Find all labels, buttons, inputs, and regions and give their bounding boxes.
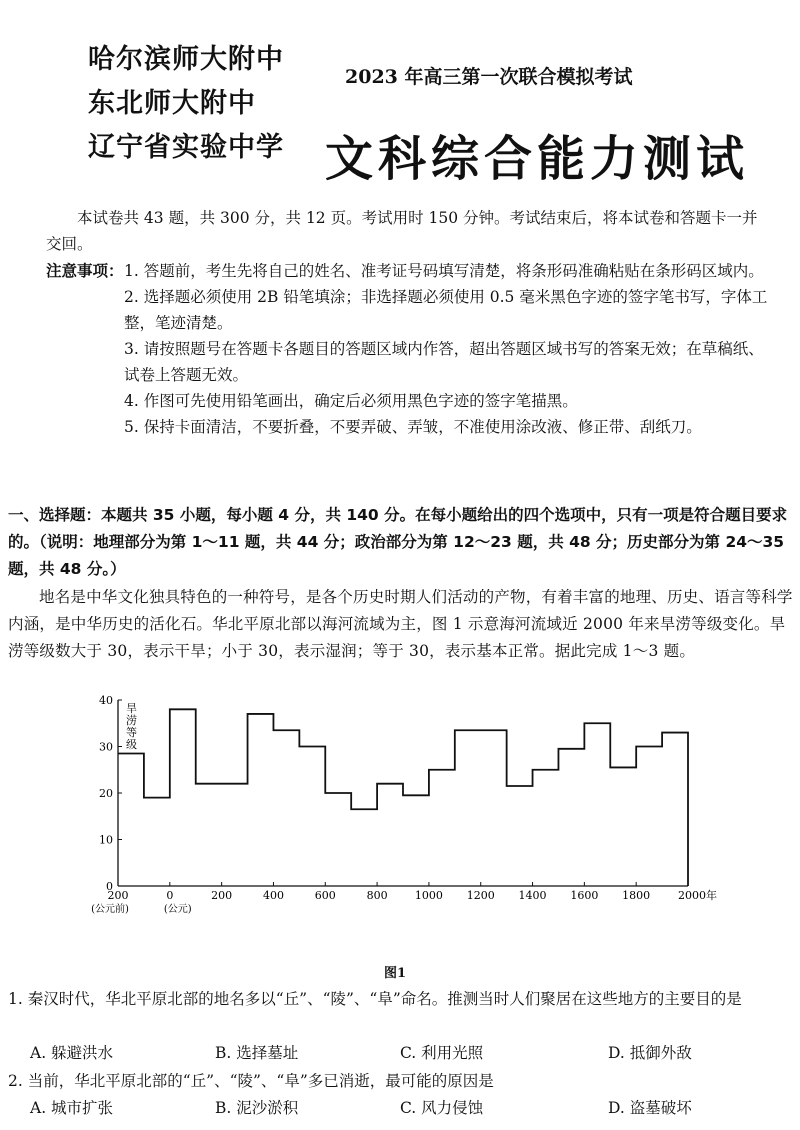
x-tick-note: (公元前)	[91, 904, 129, 915]
option-d[interactable]: D. 抵御外敌	[608, 1044, 692, 1062]
x-tick-label: 200	[211, 889, 233, 902]
notice-label: 注意事项：	[46, 262, 124, 280]
school-list	[88, 38, 284, 170]
x-tick-label: 1000	[414, 889, 443, 902]
x-tick-label: 1600	[570, 889, 599, 902]
notice-item: 1. 答题前，考生先将自己的姓名、准考证号码填写清楚，将条形码准确粘贴在条形码区域内。	[124, 262, 764, 280]
question-stem: 2. 当前，华北平原北部的“丘”、“陵”、“阜”多已消逝，最可能的原因是	[8, 1072, 494, 1090]
y-tick-label: 20	[99, 787, 113, 800]
notice-item: 4. 作图可先使用铅笔画出，确定后必须用黑色字迹的签字笔描黑。	[124, 392, 578, 410]
option-b[interactable]: B. 选择墓址	[215, 1044, 299, 1062]
notice-item: 5. 保持卡面清洁，不要折叠，不要弄破、弄皱，不准使用涂改液、修正带、刮纸刀。	[124, 418, 702, 436]
y-tick-label: 30	[99, 740, 113, 754]
question-1	[8, 986, 796, 1013]
x-tick-label: 400	[262, 889, 284, 902]
x-tick-label: 1800	[622, 889, 651, 902]
y-axis-label: 旱涝等级	[126, 702, 137, 751]
x-tick-label: 2000年	[678, 889, 717, 902]
option-a[interactable]: A. 城市扩张	[30, 1099, 114, 1117]
option-c[interactable]: C. 利用光照	[400, 1044, 484, 1062]
exam-name: 2023 年高三第一次联合模拟考试	[345, 66, 633, 88]
option-d[interactable]: D. 盗墓破坏	[608, 1099, 692, 1117]
x-tick-label: 800	[366, 889, 388, 902]
question-2	[8, 1068, 796, 1095]
option-c[interactable]: C. 风力侵蚀	[400, 1099, 484, 1117]
x-tick-label: 200	[107, 889, 129, 902]
intro-text: 本试卷共 43 题，共 300 分，共 12 页。考试用时 150 分钟。考试结束后，将本试卷和答题卡一并交回。	[46, 209, 758, 253]
school-name: 东北师大附中	[88, 88, 256, 119]
x-tick-label: 0	[166, 889, 174, 902]
x-tick-label: 1400	[518, 889, 547, 902]
y-tick-label: 0	[106, 880, 113, 893]
page-title: 文科综合能力测试	[325, 131, 750, 187]
option-a[interactable]: A. 躲避洪水	[30, 1044, 114, 1062]
option-b[interactable]: B. 泥沙淤积	[215, 1099, 299, 1117]
y-tick-label: 10	[99, 833, 113, 847]
school-name: 辽宁省实验中学	[88, 132, 284, 163]
y-tick-label: 40	[99, 694, 113, 707]
x-tick-label: 600	[314, 889, 336, 902]
material-text: 地名是中华文化独具特色的一种符号，是各个历史时期人们活动的产物，有着丰富的地理、历史、语言等科学内涵，是中华历史的活化石。华北平原北部以海河流域为主，图 1 示意海河流域近 2000 年来旱涝等级变化。旱涝等级数大于 30，表示干旱；小于 30，表示湿润；等于 30，表示基本正常。据此完成 1～3 题。	[8, 588, 793, 660]
drought-flood-chart	[60, 690, 740, 950]
drought-flood-series	[118, 709, 688, 886]
notice-item: 2. 选择题必须使用 2B 铅笔填涂；非选择题必须使用 0.5 毫米黑色字迹的签字笔书写，字体工整，笔迹清楚。	[124, 288, 768, 332]
x-tick-note: (公元)	[163, 904, 192, 915]
school-name: 哈尔滨师大附中	[88, 44, 284, 75]
x-tick-label: 1200	[466, 889, 495, 902]
figure-caption: 图1	[384, 966, 407, 981]
section-heading: 一、选择题：本题共 35 小题，每小题 4 分，共 140 分。在每小题给出的四个选项中，只有一项是符合题目要求的。（说明：地理部分为第 1～11 题，共 44 分；政治部分为第 12～23 题，共 48 分；历史部分为第 24～35 题，共 48 分。）	[8, 506, 788, 578]
question-stem: 1. 秦汉时代，华北平原北部的地名多以“丘”、“陵”、“阜”命名。推测当时人们聚居在这些地方的主要目的是	[8, 990, 742, 1008]
notice-item: 3. 请按照题号在答题卡各题目的答题区域内作答，超出答题区域书写的答案无效；在草稿纸、试卷上答题无效。	[124, 340, 764, 384]
